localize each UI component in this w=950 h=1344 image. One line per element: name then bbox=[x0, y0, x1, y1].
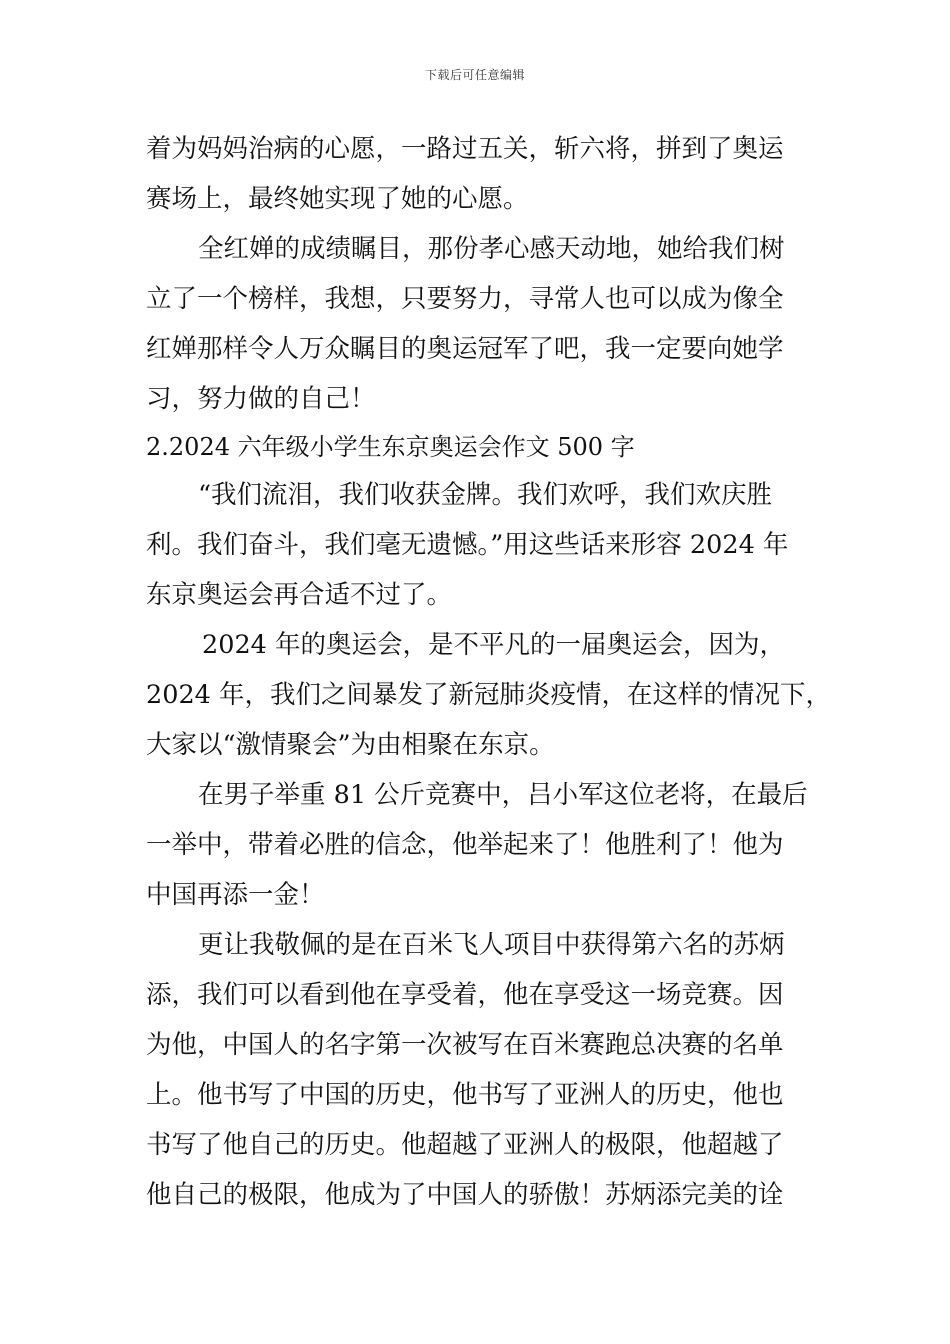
text-line: 为他，中国人的名字第一次被写在百米赛跑总决赛的名单 bbox=[146, 1030, 784, 1060]
text-line: 利。我们奋斗，我们毫无遗憾。”用这些话来形容 2024 年 bbox=[146, 530, 789, 560]
text-line: 习，努力做的自己！ bbox=[146, 384, 376, 414]
page-header: 下载后可任意编辑 bbox=[424, 68, 525, 82]
text-line: 红婵那样令人万众瞩目的奥运冠军了吧，我一定要向她学 bbox=[146, 334, 784, 364]
text-line: 书写了他自己的历史。他超越了亚洲人的极限，他超越了 bbox=[146, 1130, 784, 1160]
text-line: 立了一个榜样，我想，只要努力，寻常人也可以成为像全 bbox=[146, 284, 784, 314]
document-body bbox=[146, 124, 832, 1220]
text-line: 一举中，带着必胜的信念，他举起来了！他胜利了！他为 bbox=[146, 830, 784, 860]
text-line: 上。他书写了中国的历史，他书写了亚洲人的历史，他也 bbox=[146, 1080, 784, 1110]
paragraph-start: 在男子举重 81 公斤竞赛中，吕小军这位老将，在最后 bbox=[198, 780, 808, 810]
text-line: 赛场上，最终她实现了她的心愿。 bbox=[146, 184, 529, 214]
text-line: 2024 年，我们之间暴发了新冠肺炎疫情，在这样的情况下， bbox=[146, 680, 832, 710]
paragraph-start: 全红婵的成绩瞩目，那份孝心感天动地，她给我们树 bbox=[198, 234, 785, 264]
paragraph-start: 2024 年的奥运会，是不平凡的一届奥运会，因为， bbox=[202, 630, 786, 660]
text-line: 添，我们可以看到他在享受着，他在享受这一场竞赛。因 bbox=[146, 980, 784, 1010]
section-heading: 2.2024 六年级小学生东京奥运会作文 500 字 bbox=[146, 433, 635, 461]
paragraph-start: 更让我敬佩的是在百米飞人项目中获得第六名的苏炳 bbox=[198, 930, 785, 960]
text-line: 东京奥运会再合适不过了。 bbox=[146, 580, 453, 610]
paragraph-start: “我们流泪，我们收获金牌。我们欢呼，我们欢庆胜 bbox=[198, 480, 773, 510]
text-line: 中国再添一金！ bbox=[146, 880, 325, 910]
text-line: 大家以“激情聚会”为由相聚在东京。 bbox=[146, 730, 555, 760]
text-line: 着为妈妈治病的心愿，一路过五关，斩六将，拼到了奥运 bbox=[146, 134, 784, 164]
text-line: 他自己的极限，他成为了中国人的骄傲！苏炳添完美的诠 bbox=[146, 1180, 784, 1210]
